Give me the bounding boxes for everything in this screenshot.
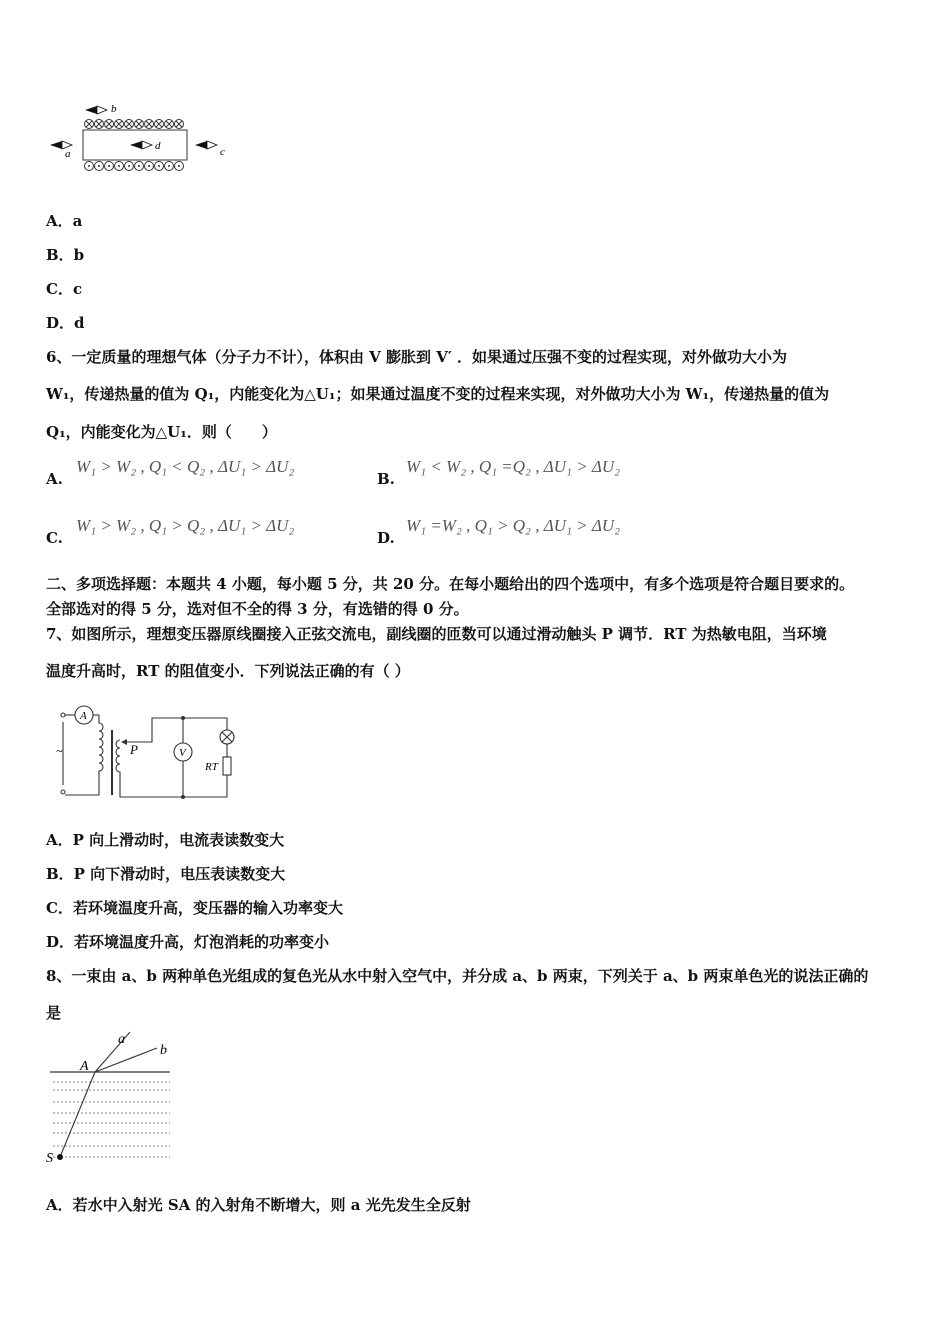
q7-option-c[interactable]: C．若环境温度升高，变压器的输入功率变大 (46, 899, 343, 917)
q6-option-d-expr: W₁ =W₂ , Q₁ > Q₂ , ΔU₁ > ΔU₂ (406, 516, 621, 535)
q6-text-line: W₁，传递热量的值为 Q₁，内能变化为△U₁；如果通过温度不变的过程来实现，对外做功大小为 W₁，传递热量的值为 (46, 385, 830, 403)
slider-label: P (130, 742, 138, 757)
ac-source-label: ~ (56, 744, 63, 758)
q5-option-b[interactable]: B．b (46, 246, 85, 264)
q8-option-a[interactable]: A．若水中入射光 SA 的入射角不断增大，则 a 光先发生全反射 (46, 1196, 471, 1214)
q7-option-b[interactable]: B．P 向下滑动时，电压表读数变大 (46, 865, 286, 883)
q6-option-b-label[interactable]: B. (377, 470, 395, 488)
q6-option-c-expr: W₁ > W₂ , Q₁ > Q₂ , ΔU₁ > ΔU₂ (76, 516, 295, 535)
q7-text-line: 温度升高时，RT 的阻值变小．下列说法正确的有（ ） (46, 662, 410, 680)
q5-option-d[interactable]: D．d (46, 314, 85, 332)
point-s-label: S (46, 1151, 53, 1166)
ray-b-label: b (160, 1043, 167, 1058)
q7-option-d[interactable]: D．若环境温度升高，灯泡消耗的功率变小 (46, 933, 330, 951)
q8-text-line: 8、一束由 a、b 两种单色光组成的复色光从水中射入空气中，并分成 a、b 两束，下列关于 a、b 两束单色光的说法正确的 (46, 967, 869, 985)
ray-a-label: a (118, 1032, 125, 1047)
label-d: d (155, 140, 161, 152)
section2-heading: 全部选对的得 5 分，选对但不全的得 3 分，有选错的得 0 分。 (46, 600, 469, 618)
ammeter-label: A (80, 710, 87, 722)
label-c: c (220, 146, 225, 158)
q8-text-line: 是 (46, 1004, 62, 1022)
q6-text-line: Q₁，内能变化为△U₁．则（ ） (46, 423, 277, 441)
refraction-figure (45, 1030, 175, 1170)
solenoid-figure (45, 95, 235, 185)
q5-option-a[interactable]: A．a (46, 212, 83, 230)
resistor-label: RT (205, 761, 218, 773)
point-a-label: A (80, 1059, 89, 1074)
label-a: a (65, 148, 71, 160)
transformer-circuit-figure (55, 700, 245, 800)
q7-option-a[interactable]: A．P 向上滑动时，电流表读数变大 (46, 831, 285, 849)
q6-text-line: 6、一定质量的理想气体（分子力不计），体积由 V 膨胀到 V′ ．如果通过压强不变的过程实现，对外做功大小为 (46, 348, 788, 366)
q5-option-c[interactable]: C．c (46, 280, 83, 298)
q7-text-line: 7、如图所示，理想变压器原线圈接入正弦交流电，副线圈的匝数可以通过滑动触头 P 调节．RT 为热敏电阻，当环境 (46, 625, 827, 643)
q6-option-b-expr: W₁ < W₂ , Q₁ =Q₂ , ΔU₁ > ΔU₂ (406, 457, 621, 476)
q6-option-a-expr: W₁ > W₂ , Q₁ < Q₂ , ΔU₁ > ΔU₂ (76, 457, 295, 476)
section2-heading: 二、多项选择题：本题共 4 小题，每小题 5 分，共 20 分。在每小题给出的四个选项中，有多个选项是符合题目要求的。 (46, 575, 855, 593)
voltmeter-label: V (179, 747, 186, 759)
q6-option-d-label[interactable]: D. (377, 529, 395, 547)
label-b: b (111, 103, 117, 115)
q6-option-c-label[interactable]: C. (46, 529, 63, 547)
q6-option-a-label[interactable]: A. (46, 470, 63, 488)
